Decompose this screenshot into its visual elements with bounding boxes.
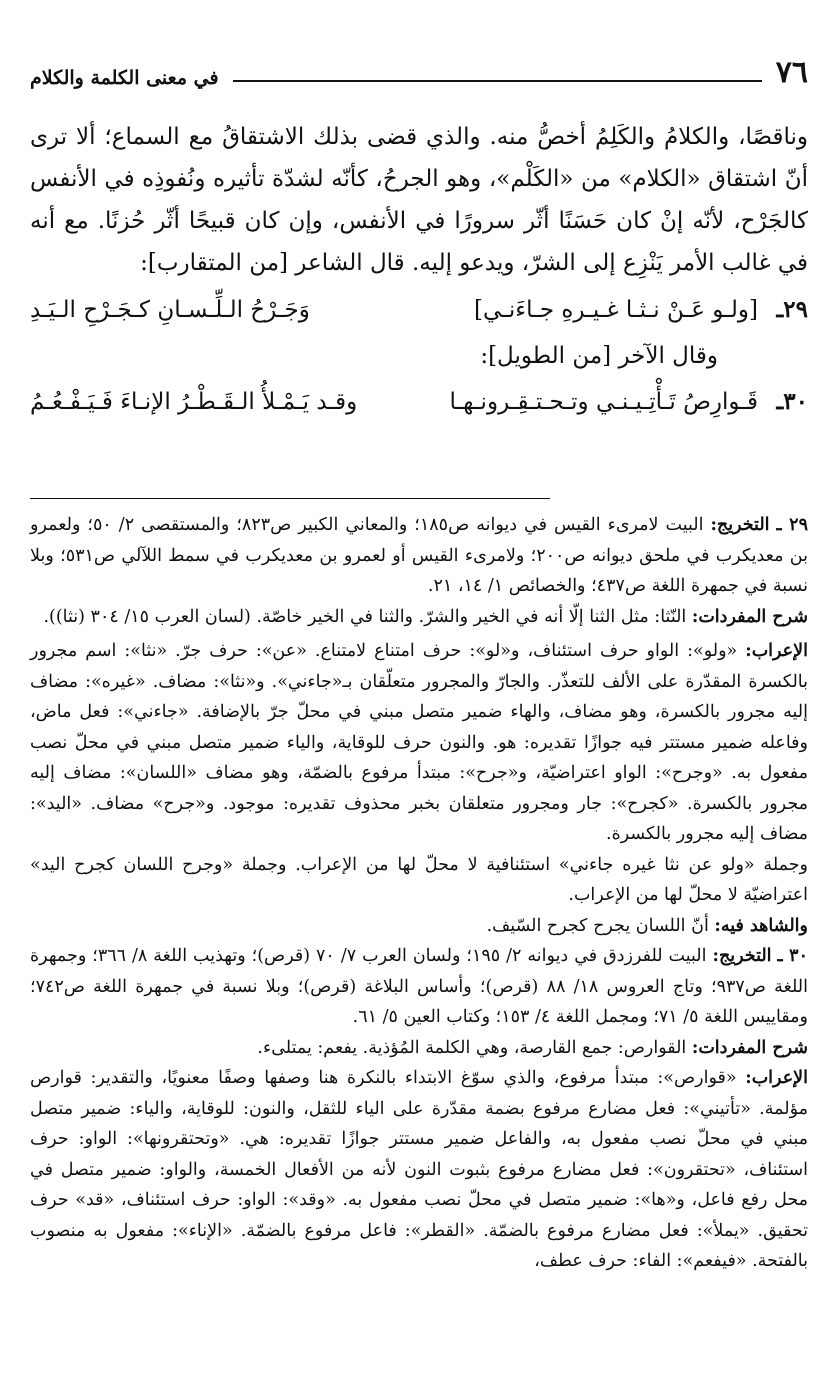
header-rule: [233, 80, 762, 82]
verse-number: ٢٩ـ: [776, 296, 808, 323]
footnotes: [30, 510, 808, 1277]
footnote-jumla: وجملة «ولو عن نثا غيره جاءني» استئنافية لا محلّ لها من الإعراب. وجملة «وجرح اللسان كجرح اليد» اعتراضيّة لا محلّ لها من الإعراب.: [30, 854, 808, 905]
page: [30, 48, 808, 1374]
sharh-text: القوارص: جمع القارصة، وهي الكلمة المُؤذية. يفعم: يمتلىء.: [257, 1037, 687, 1058]
takhrij-text: البيت للفرزدق في ديوانه ٢/ ١٩٥؛ ولسان العرب ٧/ ٧٠ (قرص)؛ وتهذيب اللغة ٨/ ٣٦٦؛ وجمهرة اللغة ص٩٣٧؛ وتاج العروس ١٨/ ٨٨ (قرص)؛ وأساس البلاغة (قرص)؛ وبلا نسبة في جمهرة اللغة ص٧٤٢؛ ومقاييس اللغة ٥/ ٧١؛ ومجمل اللغة ٤/ ١٥٣؛ وكتاب العين ٥/ ٦١.: [30, 946, 808, 1027]
verse-first-hemistich: قَـوارِصُ تَـأْتِـيـنـي وتـحـتـقِـرونـهـا: [449, 389, 758, 415]
verse-number: ٣٠ـ: [776, 388, 808, 415]
footnote-29: [30, 510, 808, 941]
footnote-sharh: [30, 1033, 808, 1064]
footnote-sharh: [30, 602, 808, 633]
sharh-label: شرح المفردات:: [691, 606, 808, 627]
irab-text: «ولو»: الواو حرف استئناف، و«لو»: حرف امتناع لامتناع. «عن»: حرف جرّ. «نثا»: اسم مجرور بالكسرة المقدّرة على الألف للتعذّر. والجارّ والمجرور متعلّقان بـ«جاءني». و«نثا»: مضاف. «غيره»: مضاف إليه مجرور بالكسرة، وهو مضاف، والهاء ضمير متصل مبني في محلّ جرّ بالإضافة. «جاءني»: فعل ماض، وفاعله ضمير مستتر فيه جوازًا تقديره: هو. والنون حرف للوقاية، والياء ضمير متصل مبني في محلّ نصب مفعول به. «وجرح»: الواو اعتراضيّة، و«جرح»: مبتدأ مرفوع بالضمّة، وهو مضاف «اللسان»: مضاف إليه مجرور بالكسرة. «كجرح»: جار ومجرور متعلقان بخبر محذوف تقديره: موجود. و«جرح» مضاف. «اليد»: مضاف إليه مجرور بالكسرة.: [30, 641, 808, 844]
verse-30: [30, 380, 808, 424]
main-text: [30, 116, 808, 428]
sharh-label: شرح المفردات:: [691, 1037, 808, 1058]
footnote-number: ٣٠ ـ: [777, 946, 808, 966]
footnote-takhrij: [30, 510, 808, 602]
page-number: ٧٦: [775, 55, 808, 90]
verse-intro: وقال الآخر [من الطويل]:: [480, 343, 718, 369]
footnote-takhrij: [30, 941, 808, 1033]
irab-label: الإعراب:: [745, 1068, 808, 1088]
verse-second-hemistich: وقـد يَـمْـلأُ الـقَـطْـرُ الإنـاءَ فَـيَـفْـعُـمُ: [30, 389, 358, 415]
verse-29: [30, 288, 808, 332]
page-header: [30, 48, 808, 88]
sharh-text: النّثا: مثل الثنا إلّا أنه في الخير والشرّ. والثنا في الخير خاصّة. (لسان العرب ١٥/ ٣٠٤ (نثا)).: [43, 606, 687, 627]
shahid-text: أنّ اللسان يجرح كجرح السّيف.: [486, 915, 709, 936]
footnote-30: [30, 941, 808, 1277]
irab-text: «قوارص»: مبتدأ مرفوع، والذي سوّغ الابتداء بالنكرة هنا وصفها وصفًا معنويًا، والتقدير: قوارص مؤلمة. «تأتيني»: فعل مضارع مرفوع بضمة مقدّرة على الياء للثقل، والنون: للوقاية، والياء: ضمير متصل مبني في محلّ نصب مفعول به، والفاعل ضمير مستتر جوازًا تقديره: هي. «وتحتقرونها»: الواو: حرف استئناف، «تحتقرون»: فعل مضارع مرفوع بثبوت النون لأنه من الأفعال الخمسة، والواو: ضمير متصل في محل رفع فاعل، و«ها»: ضمير متصل في محلّ نصب مفعول به. «وقد»: الواو: حرف استئناف، «قد» حرف تحقيق. «يملأ»: فعل مضارع مرفوع بالضمّة. «القطر»: فاعل مرفوع بالضمّة. «الإناء»: مفعول به منصوب بالفتحة. «فيفعم»: الفاء: حرف عطف،: [30, 1068, 808, 1271]
footnote-number: ٢٩ ـ: [776, 515, 808, 535]
running-title: في معنى الكلمة والكلام: [30, 67, 219, 89]
verse-first-hemistich: [ولـو عَـنْ نـثـا غـيـرهِ جـاءَنـي]: [474, 297, 758, 323]
shahid-label: والشاهد فيه:: [714, 915, 808, 936]
takhrij-label: التخريج:: [712, 946, 772, 966]
footnote-irab: [30, 636, 808, 850]
footnote-irab: [30, 1063, 808, 1277]
footnote-shahid: [30, 911, 808, 942]
verse-second-hemistich: وَجَـرْحُ الـلِّـسـانِ كـجَـرْحِ الـيَـدِ: [30, 297, 310, 323]
footnote-rule: [30, 498, 550, 499]
takhrij-label: التخريج:: [710, 515, 770, 535]
body-paragraph: وناقصًا، والكلامُ والكَلِمُ أخصُّ منه. والذي قضى بذلك الاشتقاقُ مع السماع؛ ألا ترى أنّ اشتقاق «الكلام» من «الكَلْم»، وهو الجرحُ، كأنّه لشدّة تأثيره ونُفوذِه في الأنفس كالجَرْح، لأنّه إنْ كان حَسَنًا أثّر سرورًا في الأنفس، وإن كان قبيحًا أثّر حُزنًا. مع أنه في غالب الأمر يَنْزِع إلى الشرّ، ويدعو إليه. قال الشاعر [من المتقارب]:: [30, 124, 808, 276]
irab-label: الإعراب:: [745, 641, 808, 661]
takhrij-text: البيت لامرىء القيس في ديوانه ص١٨٥؛ والمعاني الكبير ص٨٢٣؛ والمستقصى ٢/ ٥٠؛ ولعمرو بن معديكرب في ملحق ديوانه ص٢٠٠؛ ولامرىء القيس أو لعمرو بن معديكرب في سمط اللآلي ص٥٣١؛ وبلا نسبة في جمهرة اللغة ص٤٣٧؛ والخصائص ١/ ١٤، ٢١.: [30, 515, 808, 596]
